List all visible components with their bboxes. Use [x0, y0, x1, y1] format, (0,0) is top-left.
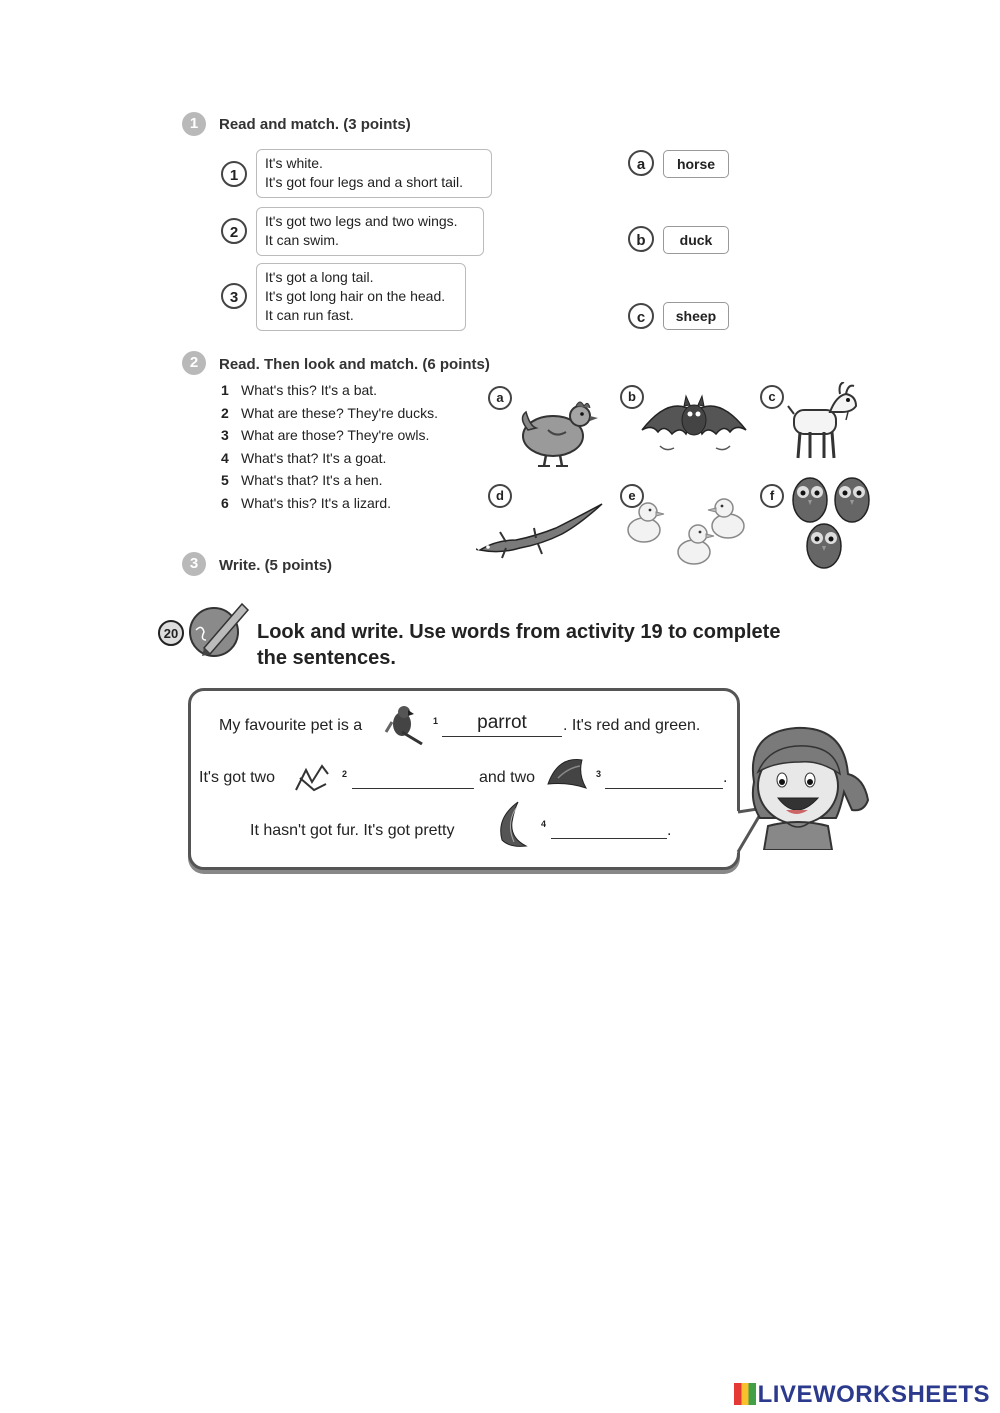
option-b-word[interactable]: duck: [663, 226, 729, 254]
logo-text: LIVEWORKSHEETS: [757, 1381, 990, 1408]
picture-c-label: c: [760, 385, 784, 409]
picture-d-label: d: [488, 484, 512, 508]
option-c-word[interactable]: sheep: [663, 302, 729, 330]
clue-1-line-2: It's got four legs and a short tail.: [265, 174, 464, 190]
blank-3-number: 3: [596, 769, 602, 779]
activity-20-number: 20: [158, 620, 184, 646]
clue-2-line-1: It's got two legs and two wings.: [265, 213, 458, 229]
question-1: 1 What's this? It's a bat.: [221, 382, 378, 398]
option-c-letter: c: [628, 303, 654, 329]
clue-2-line-2: It can swim.: [265, 232, 339, 248]
wings-icon: [544, 754, 588, 794]
question-6: 6 What's this? It's a lizard.: [221, 494, 392, 511]
clue-3-line-1: It's got a long tail.: [265, 269, 374, 285]
exercise-3-number: 3: [182, 552, 206, 576]
sentence-1-start: My favourite pet is a: [219, 717, 363, 734]
parrot-icon: [382, 702, 426, 746]
clue-3-line-2: It's got long hair on the head.: [265, 288, 446, 304]
picture-e-label: e: [620, 484, 644, 508]
blank-1-field[interactable]: [442, 712, 562, 737]
question-2: 2 What are these? They're ducks.: [221, 404, 438, 421]
sentence-2-end: .: [723, 769, 728, 786]
pencil-icon: [186, 596, 252, 660]
exercise-3-title: Write. (5 points): [219, 557, 333, 574]
question-5: 5 What's that? It's a hen.: [221, 472, 383, 488]
girl-character: [740, 722, 872, 850]
exercise-2-title: Read. Then look and match. (6 points): [219, 356, 490, 373]
blank-4-field[interactable]: [551, 820, 667, 839]
blank-2-number: 2: [342, 769, 348, 779]
picture-b-label: b: [620, 385, 644, 409]
blank-4-number: 4: [541, 819, 547, 829]
hen-picture: [508, 398, 608, 470]
exercise-1-title: Read and match. (3 points): [219, 116, 411, 133]
bat-picture: [640, 390, 748, 456]
clue-1-number: 1: [221, 161, 247, 187]
sentence-3-end: .: [667, 822, 672, 839]
feathers-icon: [492, 800, 534, 850]
sentence-3-start: It hasn't got fur. It's got pretty: [250, 822, 455, 839]
activity-20-title-line-1: Look and write. Use words from activity 19 to complete: [257, 621, 781, 643]
picture-a-label: a: [488, 386, 512, 410]
clue-2-number: 2: [221, 218, 247, 244]
activity-20-title-line-2: the sentences.: [257, 647, 396, 669]
clue-3-number: 3: [221, 283, 247, 309]
ducks-picture: [618, 496, 758, 574]
sentence-2-middle: and two: [479, 769, 536, 786]
liveworksheets-logo: [734, 1381, 990, 1409]
owls-picture: [790, 472, 876, 572]
option-b-letter: b: [628, 226, 654, 252]
exercise-2-number: 2: [182, 351, 206, 375]
lizard-picture: [476, 500, 606, 562]
picture-f-label: f: [760, 484, 784, 508]
clue-3-box: [256, 263, 466, 331]
clue-1-line-1: It's white.: [265, 155, 323, 171]
goat-picture: [786, 382, 860, 462]
option-a-word[interactable]: horse: [663, 150, 729, 178]
option-a-letter: a: [628, 150, 654, 176]
logo-icon: [734, 1383, 756, 1405]
sentence-1-end: . It's red and green.: [563, 717, 701, 734]
sentence-2-start: It's got two: [199, 769, 275, 786]
clue-3-line-3: It can run fast.: [265, 307, 354, 323]
legs-icon: [292, 760, 332, 796]
clue-1-box: [256, 149, 492, 198]
blank-1-answer: parrot: [477, 712, 527, 733]
question-list: [221, 379, 438, 514]
clue-2-box: [256, 207, 484, 256]
exercise-1-number: 1: [182, 112, 206, 136]
blank-1-number: 1: [433, 716, 439, 726]
question-4: 4 What's that? It's a goat.: [221, 449, 387, 466]
blank-3-field[interactable]: [605, 770, 723, 789]
question-3: 3 What are those? They're owls.: [221, 427, 430, 443]
blank-2-field[interactable]: [352, 770, 474, 789]
